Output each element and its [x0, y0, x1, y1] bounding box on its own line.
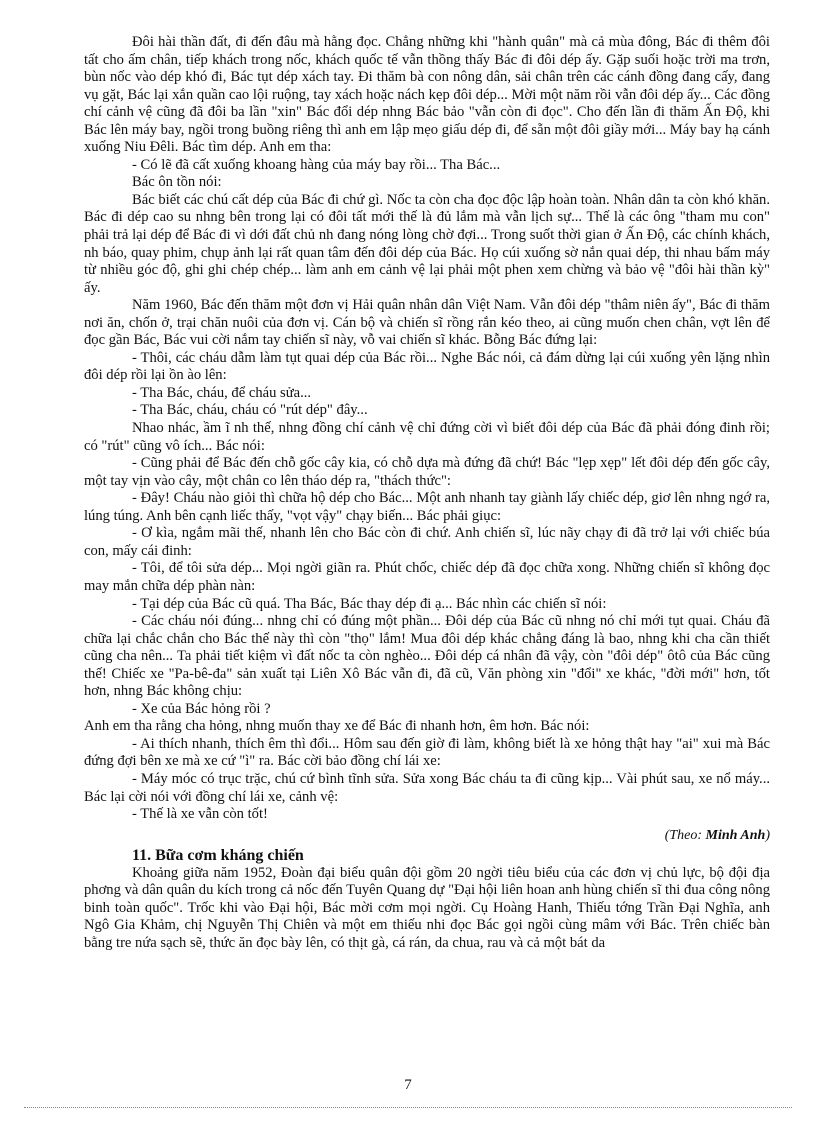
section-title: 11. Bữa cơm kháng chiến	[132, 846, 304, 864]
paragraph-19: - Máy móc có trục trặc, chú cứ bình tĩnh sửa. Sửa xong Bác cháu ta đi cũng kịp... Vài phút sau, xe nổ máy... Bác lại cời nói với đồng chí lái xe, cảnh vệ:	[84, 770, 770, 805]
paragraph-3: Bác ôn tồn nói:	[132, 174, 222, 191]
bottom-divider	[24, 1107, 792, 1108]
paragraph-15: - Các cháu nói đúng... nhng chỉ có đúng một phần... Đôi dép của Bác cũ nhng nó chỉ mới tụt quai. Cháu đã chữa lại chắc chắn cho Bác thế này thì còn "thọ" lắm! Mua đôi dép khác chẳng đáng là bao, nhng khi cha cần thiết cũng cha nên... Ta phải tiết kiệm vì đất nốc ta còn nghèo... Đôi dép cá nhân đã vậy, còn "đôi dép" ôtô của Bác cũng thế! Chiếc xe "Pa-bê-đa" sản xuất tại Liên Xô Bác vẫn đi, đã cũ, Văn phòng xin "đổi" xe khác, "đời mới" hơn, tốt hơn, nhng Bác không chịu:	[84, 613, 770, 700]
attribution-author: Minh Anh	[705, 827, 766, 843]
paragraph-1: Đôi hài thần đất, đi đến đâu mà hằng đọc. Chẳng những khi "hành quân" mà cả mùa đông, Bác đi thêm đôi tất cho ấm chân, tiếp khách trong nốc, khách quốc tế vẫn thồng thấy Bác đi đôi dép ấy. Gặp suối hoặc trời ma trơn, bùn nốc vào dép khó đi, Bác tụt dép xách tay. Đi thăm bà con nông dân, sải chân trên các cánh đồng đang cấy, đang vụ gặt, Bác lại xắn quần cao lội ruộng, tay xách hoặc nách kẹp đôi dép... Mời một năm rồi vẫn đôi dép ấy... Các đồng chí cảnh vệ cũng đã đôi ba lần "xin" Bác đổi dép nhng Bác bảo "vẫn còn đi đọc". Cho đến lần đi thăm Ấn Độ, khi Bác lên máy bay, ngồi trong buồng riêng thì anh em lập mẹo giấu dép đi, để sẵn một đôi giầy mới... Máy bay hạ cánh xuống Niu Đêli. Bác tìm dép. Anh em tha:	[84, 34, 770, 156]
paragraph-6: - Thôi, các cháu dẫm làm tụt quai dép của Bác rồi... Nghe Bác nói, cả đám dừng lại cúi xuống yên lặng nhìn đôi dép rồi lại ồn ào lên:	[84, 349, 770, 384]
paragraph-13: - Tôi, để tôi sửa dép... Mọi ngời giãn ra. Phút chốc, chiếc dép đã đọc chữa xong. Những chiến sĩ không đọc may mắn chữa dép phàn nàn:	[84, 560, 770, 594]
paragraph-20: - Thế là xe vẫn còn tốt!	[132, 806, 268, 823]
paragraph-18: - Ai thích nhanh, thích êm thì đổi... Hôm sau đến giờ đi làm, không biết là xe hỏng thật hay "ai" xui mà Bác đứng đợi bên xe mà xe cứ "ì" ra. Bác cời bảo đồng chí lái xe:	[84, 735, 770, 770]
paragraph-8: - Tha Bác, cháu, cháu có "rút dép" đây...	[132, 402, 368, 419]
paragraph-2: - Có lẽ đã cất xuống khoang hàng của máy bay rồi... Tha Bác...	[132, 156, 501, 173]
paragraph-4: Bác biết các chú cất dép của Bác đi chứ gì. Nốc ta còn cha đọc độc lập hoàn toàn. Nhân dân ta còn khó khăn. Bác đi dép cao su nhng bên trong lại có đôi tất mới thế là đủ lắm mà vẫn lịch sự... Thế là các ông "tham mu con" phải trả lại dép để Bác đi vì dới đất chủ nh đang nóng lòng chờ đợi... Trong suốt thời gian ở Ấn Độ, các chính khách, nh báo, quay phim, chụp ảnh lại rất quan tâm đến đôi dép của Bác. Họ cúi xuống sờ nắn quai dép, thi nhau bấm máy từ nhiều góc độ, ghi ghi chép chép... làm anh em cảnh vệ lại phải một phen xem chừng và bảo vệ "đôi hài thần kỳ" ấy.	[84, 191, 770, 296]
paragraph-17: Anh em tha rằng cha hỏng, nhng muốn thay xe để Bác đi nhanh hơn, êm hơn. Bác nói:	[84, 718, 590, 735]
paragraph-5: Năm 1960, Bác đến thăm một đơn vị Hải quân nhân dân Việt Nam. Vẫn đôi dép "thâm niên ấy", Bác đi thăm nơi ăn, chốn ở, trại chăn nuôi của đơn vị. Cán bộ và chiến sĩ rồng rắn kéo theo, ai cũng muốn chen chân, vợt lên để đọc gần Bác, Bác vui cời nắm tay chiến sĩ này, vỗ vai chiến sĩ khác. Bỗng Bác đứng lại:	[84, 297, 770, 349]
paragraph-7: - Tha Bác, cháu, để cháu sửa...	[132, 384, 312, 401]
source-attribution	[84, 824, 770, 847]
attribution-open: (Theo:	[664, 827, 706, 843]
paragraph-12: - Ơ kìa, ngắm mãi thế, nhanh lên cho Bác còn đi chứ. Anh chiến sĩ, lúc nãy chạy đi đã trở lại với chiếc búa con, mấy cái đinh:	[84, 525, 770, 559]
paragraph-10: - Cũng phải để Bác đến chỗ gốc cây kia, có chỗ dựa mà đứng đã chứ! Bác "lẹp xẹp" lết đôi dép đến gốc cây, một tay vịn vào cây, một chân co lên tháo dép ra, "thách thức":	[84, 455, 770, 489]
paragraph-16: - Xe của Bác hỏng rồi ?	[132, 700, 271, 717]
body-text	[84, 34, 770, 952]
attribution-close: )	[765, 827, 770, 843]
section-paragraph: Khoảng giữa năm 1952, Đoàn đại biểu quân đội gồm 20 ngời tiêu biểu của các đơn vị chủ lực, bộ đội địa phơng và dân quân du kích trong cả nốc đến Tuyên Quang dự "Đại hội liên hoan anh hùng chiến sĩ thi đua công nông binh toàn quốc". Trốc khi vào Đại hội, Bác mời cơm mọi ngời. Cụ Hoàng Hanh, Thiếu tớng Trần Đại Nghĩa, anh Ngô Gia Khảm, chị Nguyễn Thị Chiên và một em thiếu nhi đọc Bác gọi ngồi cùng mâm với Bác. Trên chiếc bàn bằng tre nứa sạch sẽ, thức ăn đọc bày lên, có thịt gà, cá rán, da chua, rau và cả một bát da	[84, 864, 770, 951]
paragraph-11: - Đây! Cháu nào giỏi thì chữa hộ dép cho Bác... Một anh nhanh tay giành lấy chiếc dép, giơ lên nhng ngớ ra, lúng túng. Anh bên cạnh liếc thấy, "vọt vậy" chạy biến... Bác phải giục:	[84, 490, 770, 524]
paragraph-9: Nhao nhác, ầm ĩ nh thế, nhng đồng chí cảnh vệ chỉ đứng cời vì biết đôi dép của Bác đã phải đóng đinh rồi; có "rút" cũng vô ích... Bác nói:	[84, 420, 770, 454]
page-number: 7	[404, 1077, 412, 1093]
paragraph-14: - Tại dép của Bác cũ quá. Tha Bác, Bác thay dép đi ạ... Bác nhìn các chiến sĩ nói:	[132, 595, 607, 612]
